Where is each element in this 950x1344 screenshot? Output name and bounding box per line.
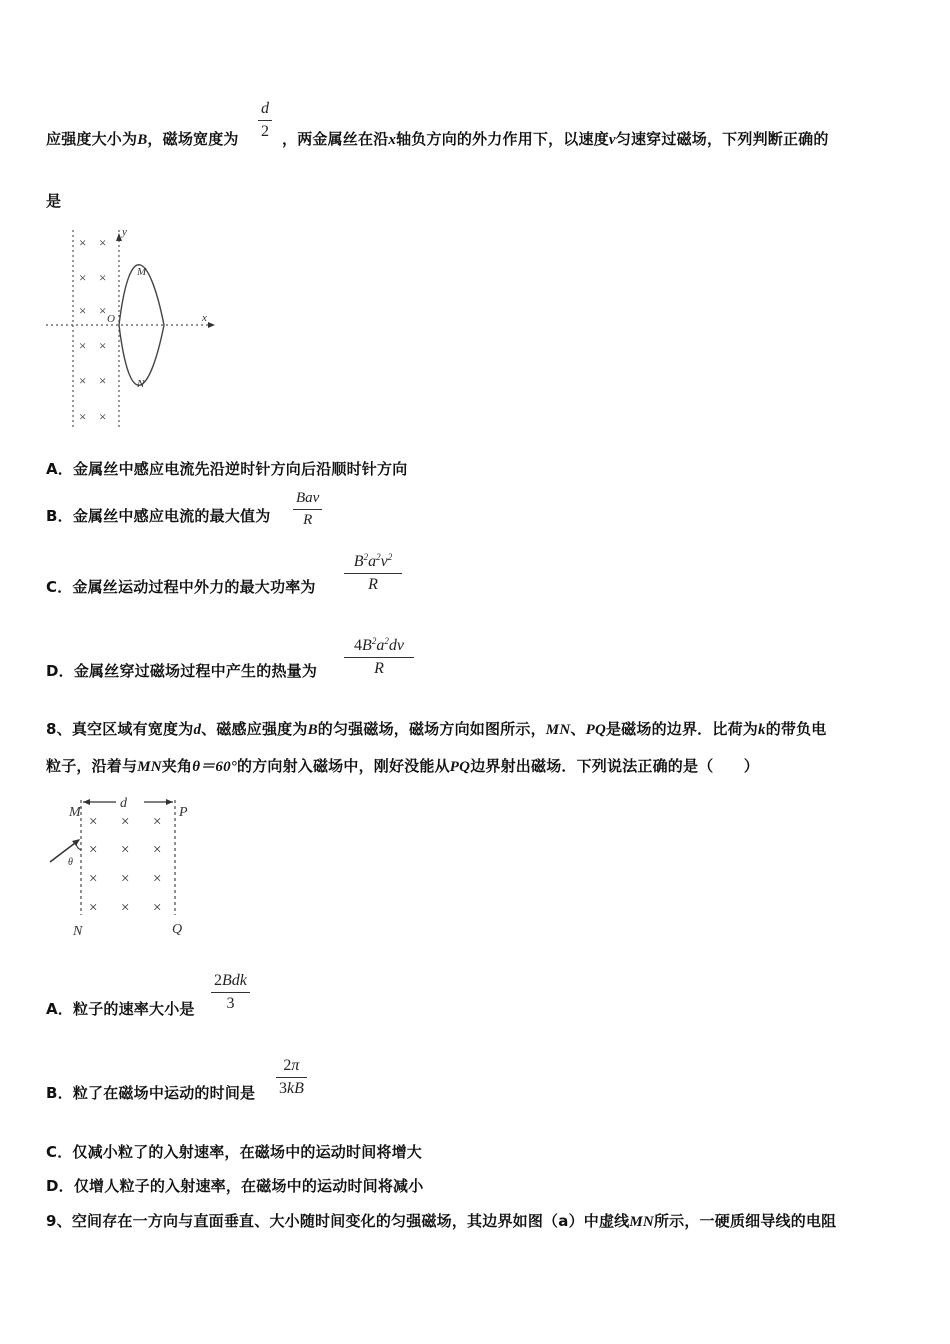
- intro-line-1-rest: ，两金属丝在沿x轴负方向的外力作用下，以速度v匀速穿过磁场，下列判断正确的: [282, 130, 829, 148]
- svg-text:×: ×: [121, 900, 130, 916]
- q8-option-b: B．粒了在磁场中运动的时间是: [46, 1084, 256, 1102]
- y-axis-label: y: [122, 226, 127, 238]
- svg-text:×: ×: [99, 235, 107, 250]
- q8-option-b-fraction: 2π 3kB: [276, 1057, 307, 1098]
- q7-option-d-fraction: $4B^2a^2dv$ R: [344, 636, 414, 678]
- label-M: M: [137, 266, 147, 278]
- svg-text:×: ×: [153, 900, 162, 916]
- angle-theta-label: θ: [68, 857, 73, 868]
- svg-text:×: ×: [99, 270, 107, 285]
- field-crosses: [79, 235, 106, 424]
- q8-option-a: A．粒子的速率大小是: [46, 1000, 195, 1018]
- svg-text:×: ×: [89, 842, 98, 858]
- intro-line-1: 应强度大小为B，磁场宽度为: [46, 130, 239, 148]
- label-M: M: [69, 805, 81, 820]
- q8-stem-line-1: 8、真空区域有宽度为d、磁感应强度为B的匀强磁场，磁场方向如图所示，MN、PQ是磁场的边界．比荷为k的带负电: [46, 720, 827, 738]
- svg-text:×: ×: [99, 338, 107, 353]
- svg-text:×: ×: [89, 814, 98, 830]
- q8-option-c: C．仅减小粒了的入射速率，在磁场中的运动时间将增大: [46, 1143, 423, 1161]
- q7-option-d: D．金属丝穿过磁场过程中产生的热量为: [46, 662, 318, 680]
- q7-option-a: A．金属丝中感应电流先沿逆时针方向后沿顺时针方向: [46, 460, 408, 478]
- q8-option-d: D．仅增人粒子的入射速率，在磁场中的运动时间将减小: [46, 1177, 424, 1195]
- q7-option-c: C．金属丝运动过程中外力的最大功率为: [46, 578, 316, 596]
- svg-text:×: ×: [79, 270, 87, 285]
- q7-option-b: B．金属丝中感应电流的最大值为: [46, 507, 271, 525]
- q8-option-a-fraction: 2Bdk 3: [211, 972, 250, 1013]
- svg-text:×: ×: [79, 409, 87, 424]
- svg-text:×: ×: [79, 338, 87, 353]
- label-P: P: [179, 805, 188, 820]
- width-label-d: d: [120, 796, 127, 811]
- svg-text:×: ×: [89, 871, 98, 887]
- field-crosses: [89, 814, 161, 916]
- svg-text:×: ×: [121, 871, 130, 887]
- q9-stem: 9、空间存在一方向与直面垂直、大小随时间变化的匀强磁场，其边界如图（a）中虚线MN所示，一硬质细导线的电阻: [46, 1212, 837, 1230]
- figure-1-magnetic-field-loop: [40, 225, 230, 435]
- svg-text:×: ×: [99, 409, 107, 424]
- svg-text:×: ×: [153, 814, 162, 830]
- label-Q: Q: [172, 922, 183, 937]
- label-N: N: [73, 924, 83, 939]
- figure-2-particle-field: [44, 790, 204, 940]
- q7-option-b-fraction: Bav R: [293, 490, 322, 529]
- x-axis-label: x: [202, 312, 207, 324]
- svg-text:×: ×: [153, 871, 162, 887]
- q8-stem-line-2: 粒子，沿着与MN夹角θ＝60°的方向射入磁场中，刚好没能从PQ边界射出磁场．下列说法正确的是（ ）: [46, 757, 760, 775]
- origin-label: O: [107, 313, 115, 325]
- svg-text:×: ×: [99, 373, 107, 388]
- svg-text:×: ×: [79, 373, 87, 388]
- svg-text:×: ×: [153, 842, 162, 858]
- intro-fraction: d 2: [258, 100, 272, 141]
- svg-text:×: ×: [121, 814, 130, 830]
- q7-option-c-fraction: $B^2a^2v^2$ R: [344, 552, 402, 594]
- intro-line-2: 是: [46, 192, 62, 210]
- svg-text:×: ×: [99, 303, 107, 318]
- label-N: N: [137, 378, 145, 390]
- svg-text:×: ×: [79, 303, 87, 318]
- svg-text:×: ×: [79, 235, 87, 250]
- svg-text:×: ×: [121, 842, 130, 858]
- svg-text:×: ×: [89, 900, 98, 916]
